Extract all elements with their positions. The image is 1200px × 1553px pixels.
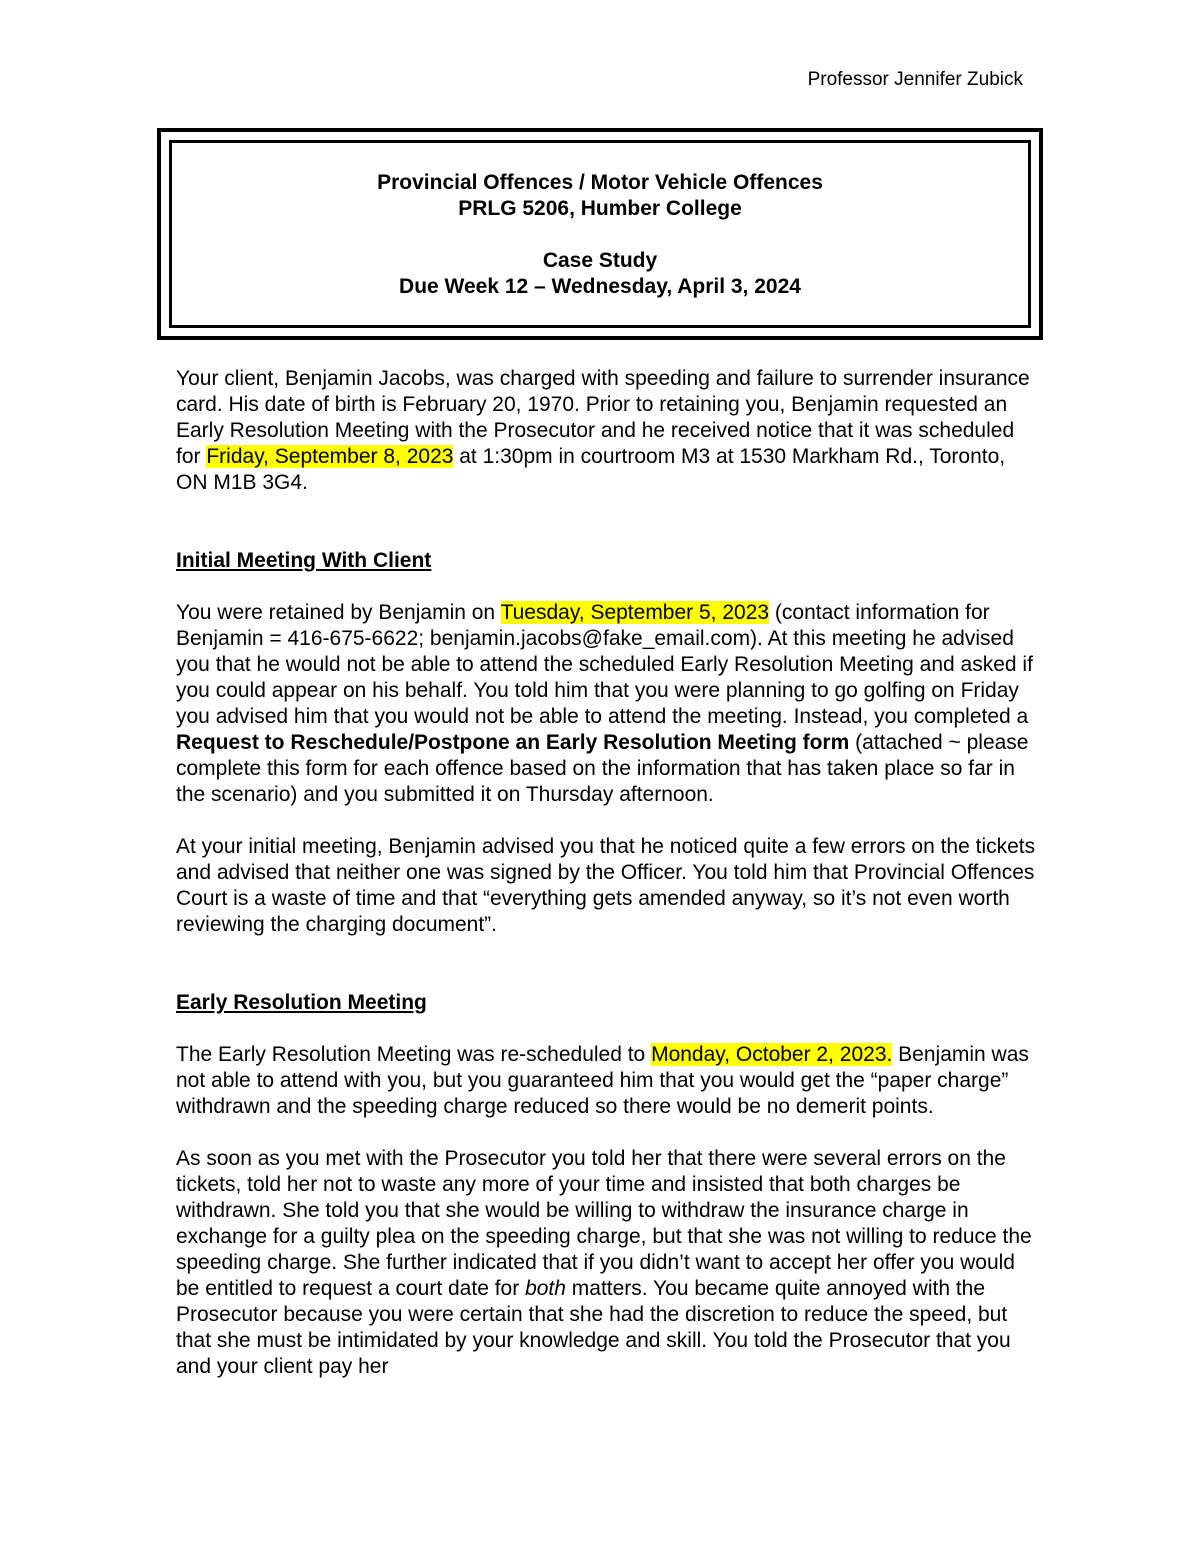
course-title: Provincial Offences / Motor Vehicle Offences xyxy=(377,171,823,194)
initial-meeting-paragraph-2: At your initial meeting, Benjamin advised you that he noticed quite a few errors on the tickets and advised that neither one was signed by the Officer. You told him that Provincial Offences Court is a waste of time and that “everything gets amended anyway, so it’s not even worth reviewing the charging document”. xyxy=(176,835,1036,936)
title-block xyxy=(161,170,1039,300)
form-name: Request to Reschedule/Postpone an Early Resolution Meeting form xyxy=(176,731,850,754)
highlighted-date: Tuesday, September 5, 2023 xyxy=(500,601,770,624)
assignment-title: Case Study xyxy=(542,249,658,272)
title-box xyxy=(157,128,1043,340)
highlighted-date: Friday, September 8, 2023 xyxy=(206,445,454,468)
section-heading-early-resolution: Early Resolution Meeting xyxy=(176,991,427,1014)
early-resolution-paragraph-2: As soon as you met with the Prosecutor you told her that there were several errors on the tickets, told her not to waste any more of your time and insisted that both charges be withdrawn. She told you that she would be willing to withdraw the insurance charge in exchange for a guilty plea on the speeding charge, but that she was not willing to reduce the speeding charge. She further indicated that if you didn’t want to accept her offer you would be entitled to request a court date for both matters. You became quite annoyed with the Prosecutor because you were certain that she had the discretion to reduce the speed, but that she must be intimidated by your knowledge and skill. You told the Prosecutor that you and your client pay her xyxy=(176,1147,1032,1378)
author-header: Professor Jennifer Zubick xyxy=(807,69,1023,90)
initial-meeting-paragraph: You were retained by Benjamin on Tuesday, September 5, 2023 (contact information for Benjamin = 416-675-6622; benjamin.jacobs@fake_email.com). At this meeting he advised you that he would not be able to attend the scheduled Early Resolution Meeting and asked if you could appear on his behalf. You told him that you were planning to go golfing on Friday you advised him that you would not be able to attend the meeting. Instead, you completed a Request to Reschedule/Postpone an Early Resolution Meeting form (attached ~ please complete this form for each offence based on the information that has taken place so far in the scenario) and you submitted it on Thursday afternoon. xyxy=(176,601,1033,806)
due-date: Due Week 12 – Wednesday, April 3, 2024 xyxy=(399,275,801,298)
section-heading-initial-meeting: Initial Meeting With Client xyxy=(176,549,432,572)
highlighted-date: Monday, October 2, 2023. xyxy=(651,1043,893,1066)
early-resolution-paragraph: The Early Resolution Meeting was re-scheduled to Monday, October 2, 2023. Benjamin was not able to attend with you, but you guaranteed him that you would get the “paper charge” withdrawn and the speeding charge reduced so there would be no demerit points. xyxy=(176,1043,1029,1118)
emphasis-text: both xyxy=(525,1277,566,1300)
intro-paragraph: Your client, Benjamin Jacobs, was charged with speeding and failure to surrender insurance card. His date of birth is February 20, 1970. Prior to retaining you, Benjamin requested an Early Resolution Meeting with the Prosecutor and he received notice that it was scheduled for Friday, September 8, 2023 at 1:30pm in courtroom M3 at 1530 Markham Rd., Toronto, ON M1B 3G4. xyxy=(176,367,1030,494)
document-body xyxy=(176,366,1036,1380)
course-code: PRLG 5206, Humber College xyxy=(458,197,742,220)
